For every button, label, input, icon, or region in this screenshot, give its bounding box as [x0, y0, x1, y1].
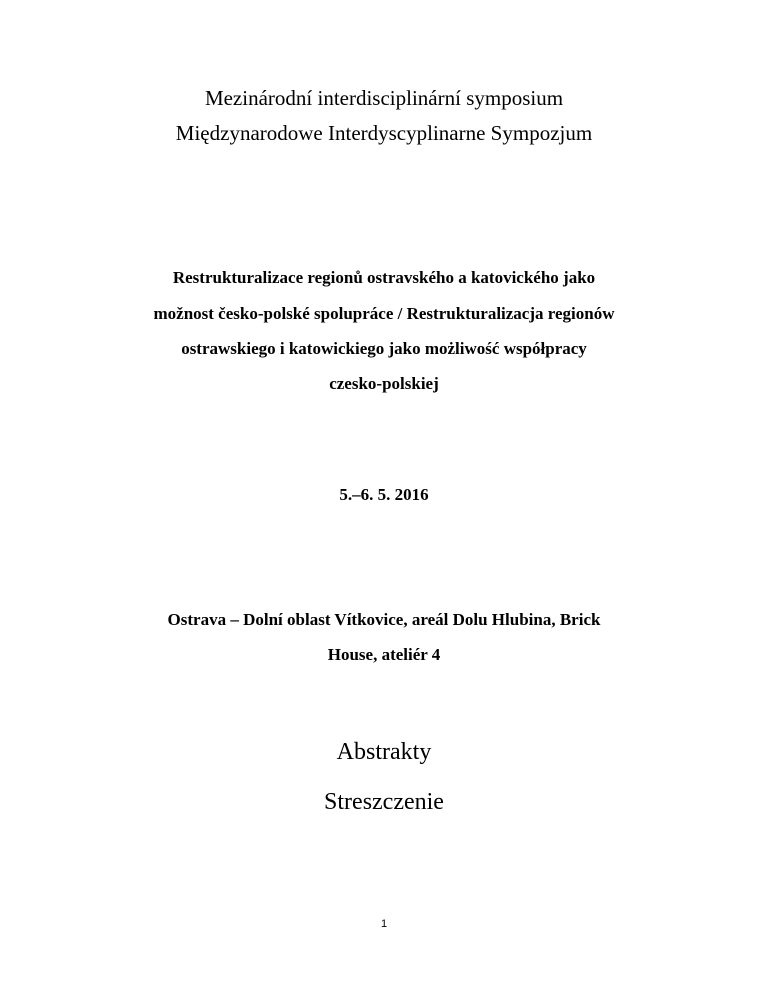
symposium-date: 5.–6. 5. 2016: [339, 485, 429, 504]
symposium-title-polish: Międzynarodowe Interdyscyplinarne Sympozjum: [175, 121, 593, 145]
venue-line-2: House, ateliér 4: [327, 645, 441, 664]
topic-line-2: možnost česko-polské spolupráce / Restrukturalizacja regionów: [153, 304, 615, 323]
topic-line-1: Restrukturalizace regionů ostravského a katovického jako: [172, 268, 596, 287]
topic-line-4: czesko-polskiej: [329, 374, 439, 393]
symposium-title-czech: Mezinárodní interdisciplinární symposium: [204, 86, 564, 110]
abstracts-label-polish: Streszczenie: [324, 789, 444, 815]
topic-line-3: ostrawskiego i katowickiego jako możliwość współpracy: [181, 339, 587, 358]
abstracts-label-czech: Abstrakty: [336, 739, 432, 765]
venue-line-1: Ostrava – Dolní oblast Vítkovice, areál Dolu Hlubina, Brick: [167, 610, 601, 629]
page-number: 1: [380, 918, 388, 930]
